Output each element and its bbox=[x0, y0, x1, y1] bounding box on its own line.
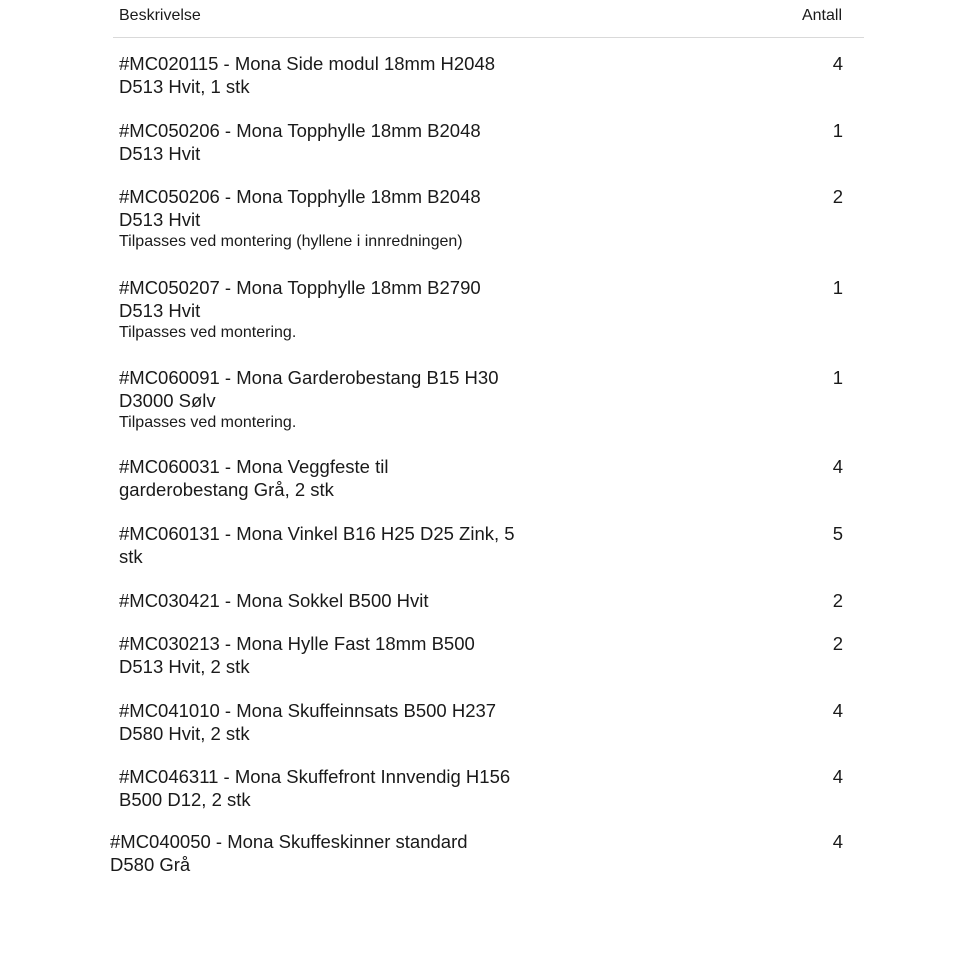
item-quantity: 1 bbox=[832, 277, 843, 298]
table-row bbox=[119, 455, 843, 501]
item-detail-line: D513 Hvit, 1 stk bbox=[119, 76, 250, 97]
item-description bbox=[119, 589, 559, 612]
item-description bbox=[119, 276, 559, 322]
item-title-line: #MC046311 - Mona Skuffefront Innvendig H156 bbox=[119, 766, 511, 787]
item-detail-line: D580 Hvit, 2 stk bbox=[119, 723, 250, 744]
item-description bbox=[119, 699, 559, 745]
table-row bbox=[119, 276, 843, 343]
item-description bbox=[119, 366, 559, 412]
item-description bbox=[110, 830, 550, 876]
item-description bbox=[119, 765, 559, 811]
item-title-line: #MC050206 - Mona Topphylle 18mm B2048 bbox=[119, 186, 481, 207]
item-title-line: #MC020115 - Mona Side modul 18mm H2048 bbox=[119, 53, 496, 74]
column-header-description: Beskrivelse bbox=[119, 7, 201, 24]
table-row bbox=[119, 185, 843, 252]
item-description bbox=[119, 119, 559, 165]
item-note: Tilpasses ved montering. bbox=[119, 414, 297, 431]
item-title-line: #MC030213 - Mona Hylle Fast 18mm B500 bbox=[119, 633, 475, 654]
item-title-line: #MC050206 - Mona Topphylle 18mm B2048 bbox=[119, 120, 481, 141]
item-quantity: 4 bbox=[832, 53, 843, 74]
item-detail-line: D513 Hvit bbox=[119, 143, 201, 164]
item-title-line: #MC030421 - Mona Sokkel B500 Hvit bbox=[119, 590, 429, 611]
item-title-line: #MC050207 - Mona Topphylle 18mm B2790 bbox=[119, 277, 481, 298]
item-note: Tilpasses ved montering. bbox=[119, 324, 297, 341]
table-row bbox=[119, 119, 843, 165]
table-header bbox=[113, 0, 864, 38]
item-title-line: #MC060031 - Mona Veggfeste til bbox=[119, 456, 389, 477]
item-quantity: 4 bbox=[832, 700, 843, 721]
item-detail-line: garderobestang Grå, 2 stk bbox=[119, 479, 334, 500]
item-quantity: 4 bbox=[832, 766, 843, 787]
table-row bbox=[119, 699, 843, 745]
table-row bbox=[119, 366, 843, 433]
item-title-line: #MC040050 - Mona Skuffeskinner standard bbox=[110, 831, 468, 852]
item-title-line: #MC060091 - Mona Garderobestang B15 H30 bbox=[119, 367, 499, 388]
item-quantity: 2 bbox=[832, 590, 843, 611]
item-title-line: #MC060131 - Mona Vinkel B16 H25 D25 Zink, 5 bbox=[119, 523, 515, 544]
item-quantity: 5 bbox=[832, 523, 843, 544]
item-quantity: 1 bbox=[832, 120, 843, 141]
table-row bbox=[119, 632, 843, 678]
item-description bbox=[119, 52, 559, 98]
item-detail-line: D513 Hvit bbox=[119, 300, 201, 321]
table-row bbox=[119, 765, 843, 811]
item-detail-line: D3000 Sølv bbox=[119, 390, 216, 411]
item-quantity: 2 bbox=[832, 186, 843, 207]
item-quantity: 4 bbox=[832, 456, 843, 477]
item-description bbox=[119, 455, 559, 501]
item-quantity: 2 bbox=[832, 633, 843, 654]
item-detail-line: D513 Hvit bbox=[119, 209, 201, 230]
item-detail-line: D580 Grå bbox=[110, 854, 191, 875]
table-row bbox=[119, 52, 843, 98]
table-row bbox=[119, 589, 843, 612]
item-description bbox=[119, 522, 559, 568]
item-note: Tilpasses ved montering (hyllene i innredningen) bbox=[119, 233, 463, 250]
item-detail-line: B500 D12, 2 stk bbox=[119, 789, 251, 810]
item-description bbox=[119, 185, 559, 231]
item-quantity: 4 bbox=[832, 831, 843, 852]
item-description bbox=[119, 632, 559, 678]
item-detail-line: stk bbox=[119, 546, 143, 567]
table-row bbox=[119, 522, 843, 568]
item-detail-line: D513 Hvit, 2 stk bbox=[119, 656, 250, 677]
item-title-line: #MC041010 - Mona Skuffeinnsats B500 H237 bbox=[119, 700, 497, 721]
column-header-quantity: Antall bbox=[801, 7, 842, 24]
item-quantity: 1 bbox=[832, 367, 843, 388]
table-row bbox=[110, 830, 843, 876]
